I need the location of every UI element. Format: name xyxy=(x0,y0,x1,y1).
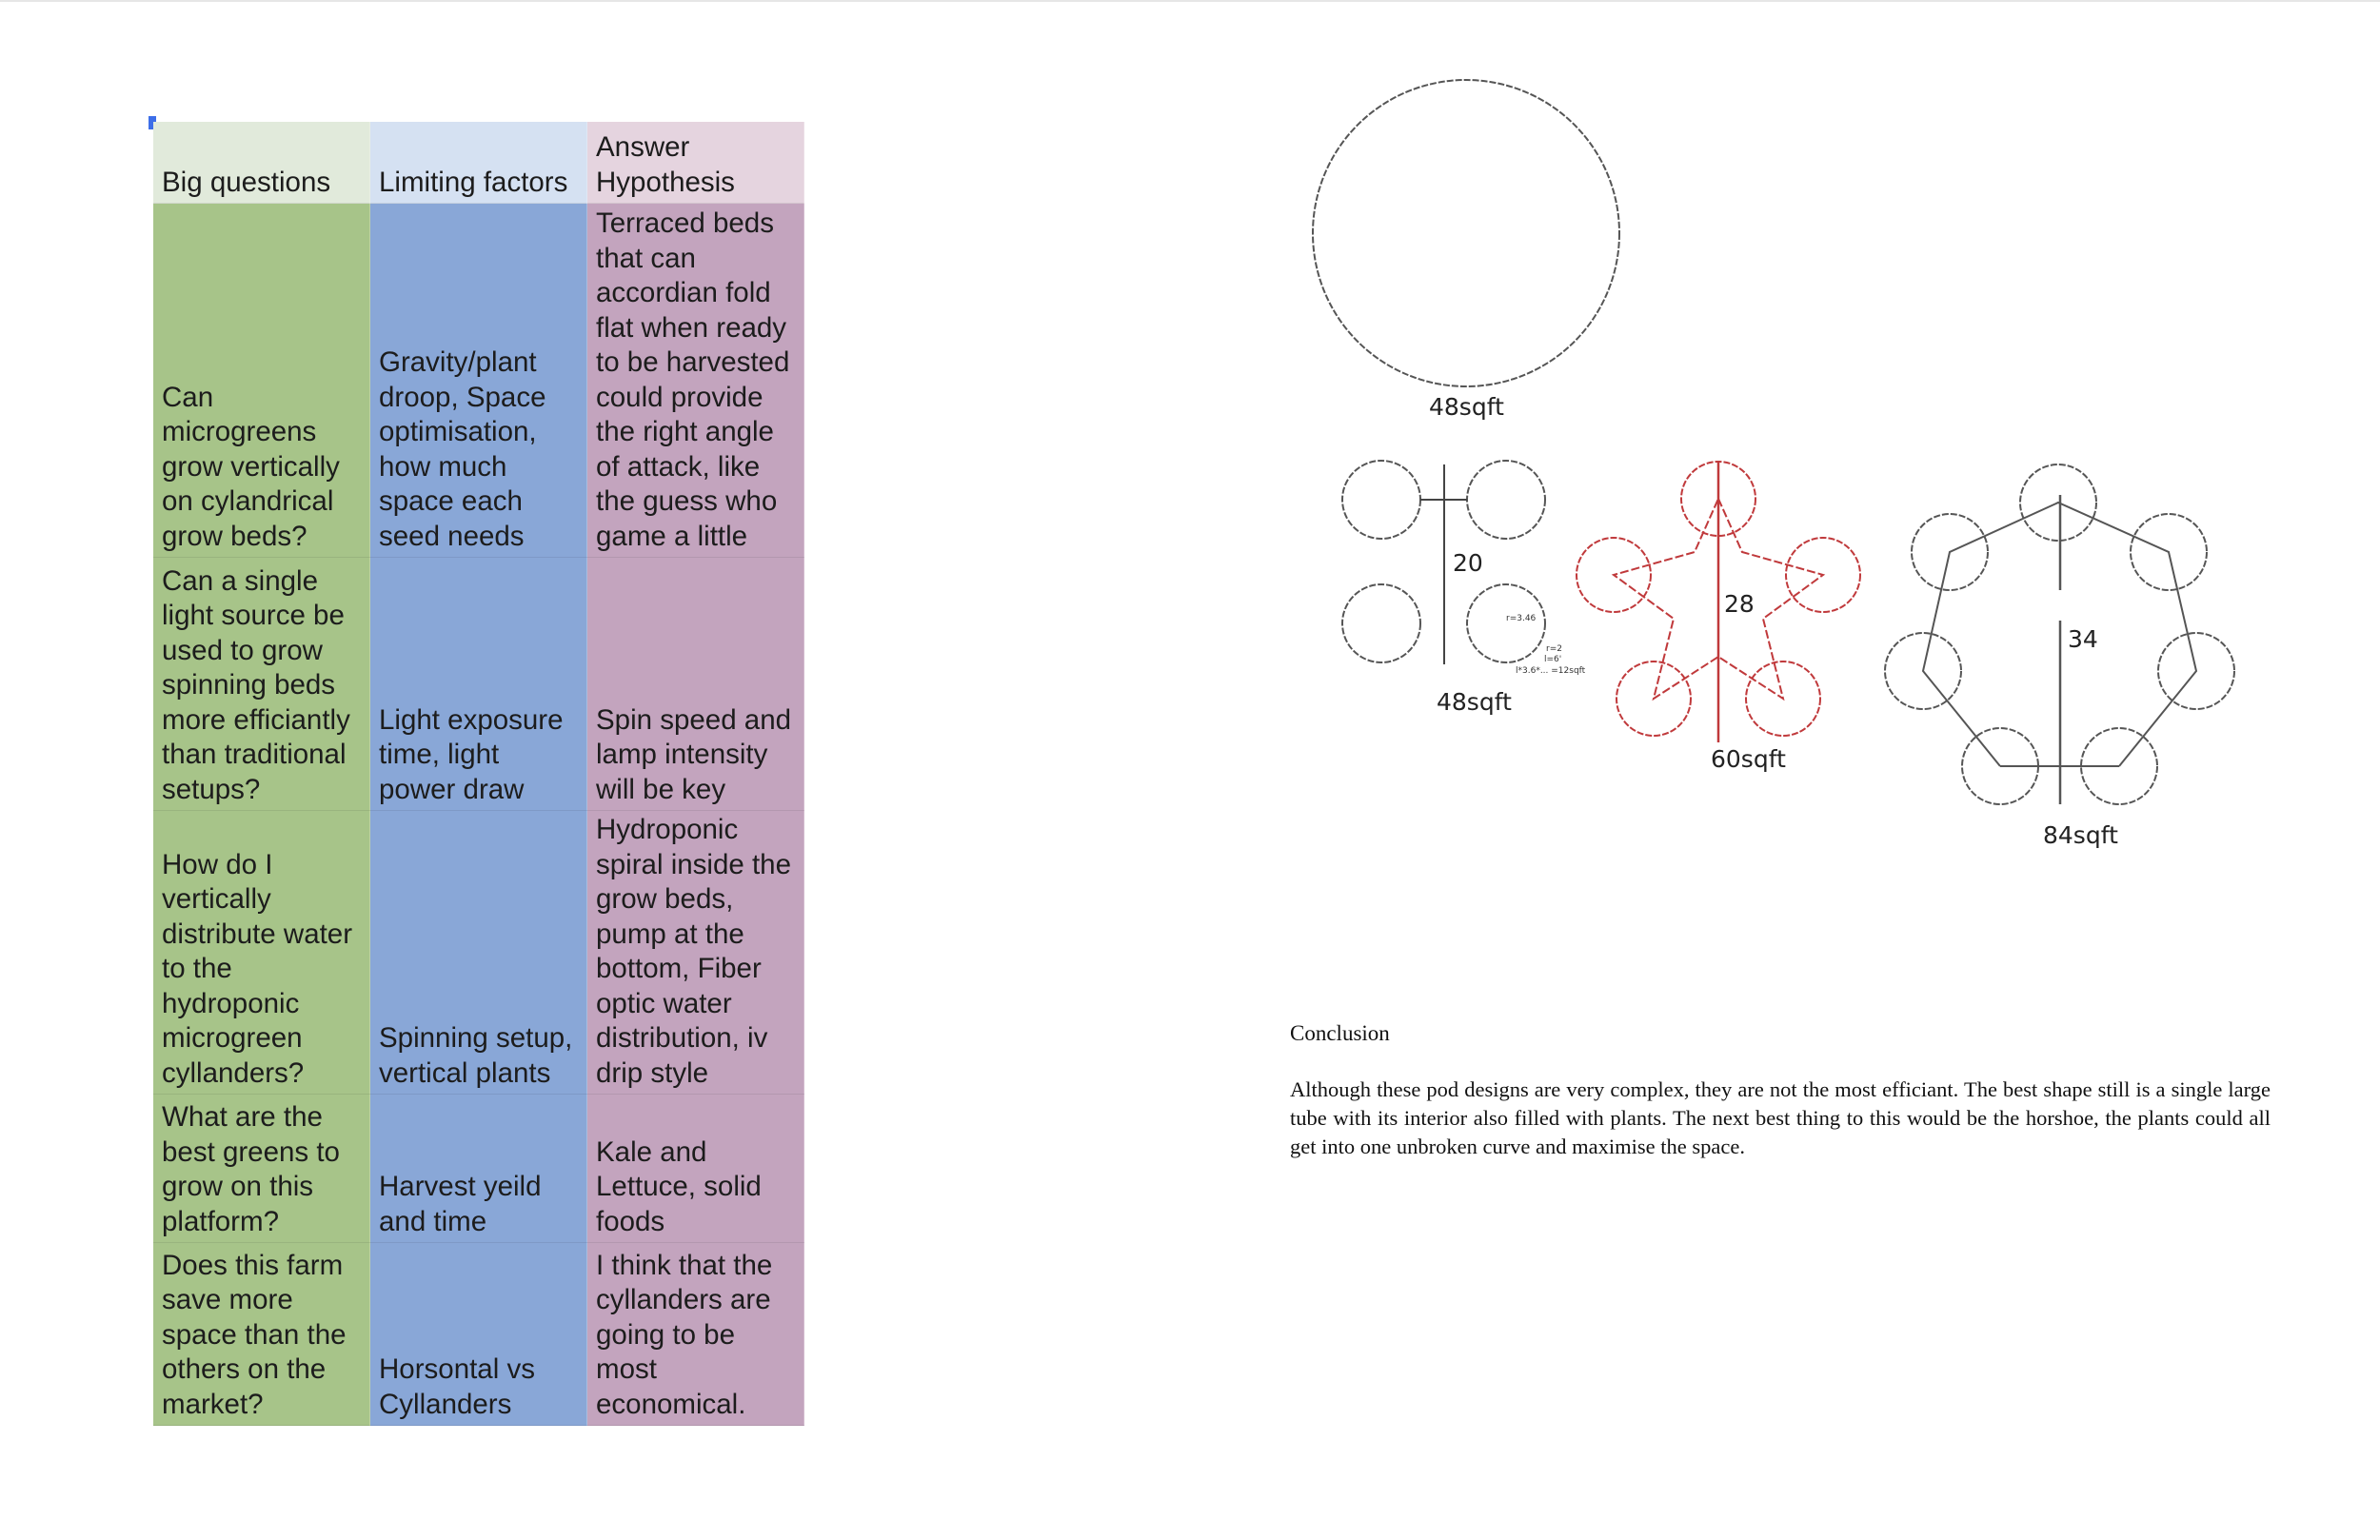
conclusion-body: Although these pod designs are very complex, they are not the most efficiant. The best shape still is a single large tube with its interior also filled with plants. The next best thing to this would be the horshoe, the plants could all get into one unbroken curve and maximise the space. xyxy=(1290,1077,2271,1158)
star-pod-layout xyxy=(1577,461,1860,742)
pod-circle xyxy=(1467,584,1545,662)
row2-answer: Spin speed and lamp intensity will be key xyxy=(587,558,804,811)
big-circle-area-label: 48sqft xyxy=(1429,393,1504,421)
four-pod-area-label: 48sqft xyxy=(1437,688,1512,716)
row3-answer: Hydroponic spiral inside the grow beds, pump at the bottom, Fiber optic water distribution, iv drip style xyxy=(587,811,804,1095)
big-circle-shape xyxy=(1313,80,1619,386)
four-pod-note: l*3.6*... =12sqft xyxy=(1516,666,1586,676)
four-pod-dimension: 20 xyxy=(1453,549,1483,577)
row4-answer: Kale and Lettuce, solid foods xyxy=(587,1095,804,1243)
row4-question: What are the best greens to grow on this platform? xyxy=(153,1095,370,1243)
seven-pod-area-label: 84sqft xyxy=(2043,821,2118,849)
row1-question: Can microgreens grow vertically on cylandrical grow beds? xyxy=(153,204,370,558)
header-answer-hypothesis: Answer Hypothesis xyxy=(587,122,804,204)
header-big-questions: Big questions xyxy=(153,122,370,204)
pod-circle xyxy=(1342,461,1420,539)
row3-limiting: Spinning setup, vertical plants xyxy=(370,811,587,1095)
header-limiting-factors: Limiting factors xyxy=(370,122,587,204)
row1-answer: Terraced beds that can accordian fold flat when ready to be harvested could provide the right angle of attack, like the guess who game a little xyxy=(587,204,804,558)
row5-question: Does this farm save more space than the others on the market? xyxy=(153,1243,370,1426)
star-pod-area-label: 60sqft xyxy=(1711,745,1786,773)
row2-question: Can a single light source be used to grow spinning beds more efficiantly than traditional setups? xyxy=(153,558,370,811)
row1-limiting: Gravity/plant droop, Space optimisation, how much space each seed needs xyxy=(370,204,587,558)
seven-pod-layout xyxy=(1885,464,2234,804)
four-pod-note: r=3.46 xyxy=(1506,614,1537,623)
seven-pod-dimension: 34 xyxy=(2068,625,2098,653)
four-pod-note: r=2 xyxy=(1546,644,1562,654)
four-pod-note: l=6' xyxy=(1544,655,1562,664)
star-pod-dimension: 28 xyxy=(1724,590,1755,618)
row3-question: How do I vertically distribute water to the hydroponic microgreen cyllanders? xyxy=(153,811,370,1095)
row2-limiting: Light exposure time, light power draw xyxy=(370,558,587,811)
pod-circle xyxy=(1342,584,1420,662)
row5-answer: I think that the cyllanders are going to be most economical. xyxy=(587,1243,804,1426)
pod-circle xyxy=(1467,461,1545,539)
row4-limiting: Harvest yeild and time xyxy=(370,1095,587,1243)
row5-limiting: Horsontal vs Cyllanders xyxy=(370,1243,587,1426)
conclusion-title: Conclusion xyxy=(1290,1021,1390,1045)
